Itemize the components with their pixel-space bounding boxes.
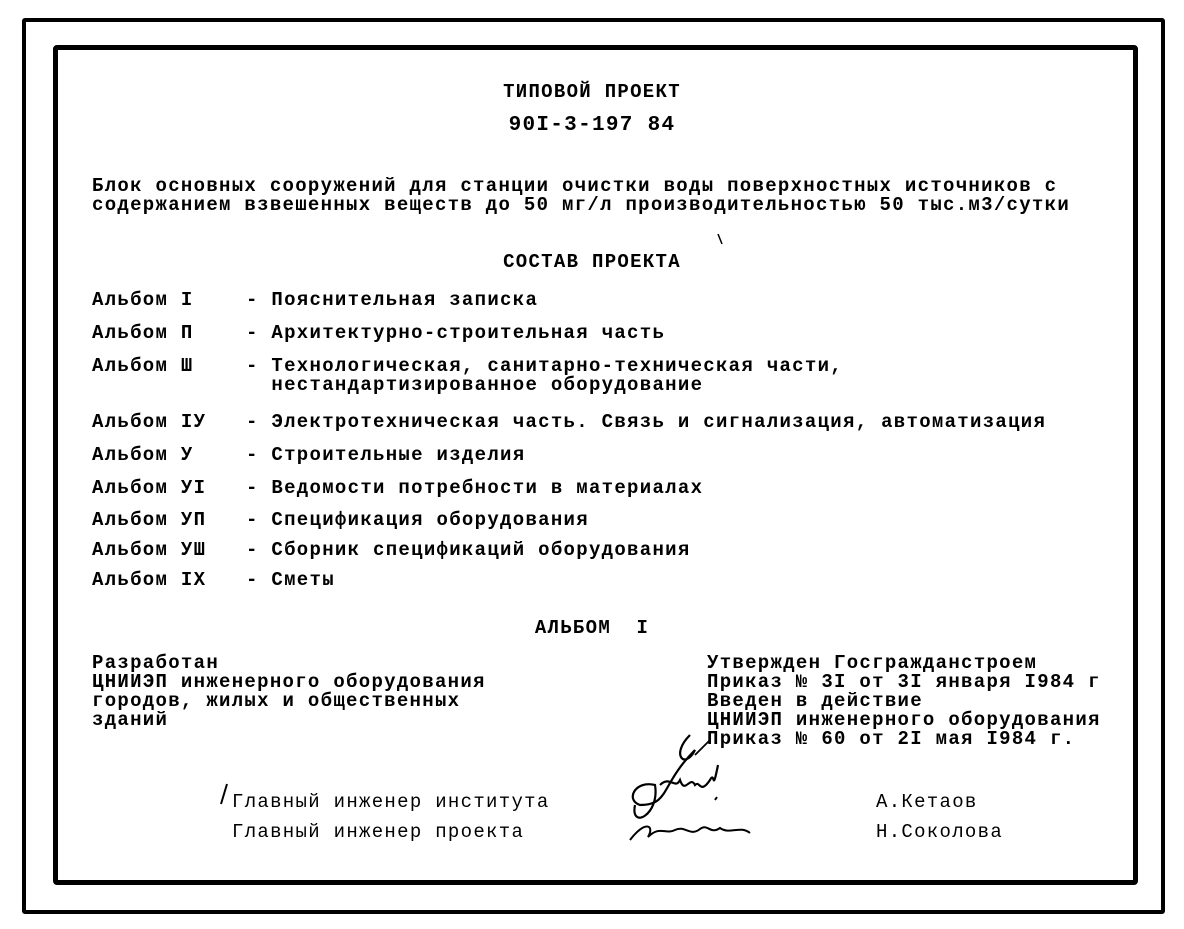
- approved-line: Приказ № 3I от 3I января I984 г: [707, 671, 1101, 693]
- description-line: содержанием взвешенных веществ до 50 мг/л производительностью 50 тыс.м3/сутки: [92, 194, 1071, 216]
- album-label: Альбом У: [92, 444, 194, 466]
- approved-line: Введен в действие: [707, 690, 923, 712]
- developed-line: ЦНИИЭП инженерного оборудования: [92, 671, 486, 693]
- signatory-role: Главный инженер проекта: [232, 821, 525, 843]
- signatory-role: Главный инженер института: [232, 791, 550, 813]
- developed-line: городов, жилых и общественных: [92, 690, 461, 712]
- album-label: Альбом I: [92, 289, 194, 311]
- signatory-name: А.Кетаов: [876, 791, 978, 813]
- album-text: нестандартизированное оборудование: [246, 374, 704, 396]
- approved-line: Утвержден Госгражданстроем: [707, 652, 1038, 674]
- album-text: - Технологическая, санитарно-техническая части,: [246, 355, 843, 377]
- developed-line: Разработан: [92, 652, 220, 674]
- album-text: - Электротехническая часть. Связь и сигнализация, автоматизация: [246, 411, 1047, 433]
- album-label: Альбом Ш: [92, 355, 194, 377]
- pen-mark: [215, 780, 235, 810]
- description-line: Блок основных сооружений для станции очистки воды поверхностных источников с: [92, 175, 1058, 197]
- approved-line: ЦНИИЭП инженерного оборудования: [707, 709, 1101, 731]
- project-number: 90I-3-197 84: [508, 114, 676, 137]
- signatory-name: Н.Соколова: [876, 821, 1004, 843]
- album-text: - Сборник спецификаций оборудования: [246, 539, 691, 561]
- approved-line: Приказ № 60 от 2I мая I984 г.: [707, 728, 1076, 750]
- composition-heading: СОСТАВ ПРОЕКТА: [503, 251, 681, 273]
- document-title: ТИПОВОЙ ПРОЕКТ: [503, 81, 681, 103]
- album-text: - Ведомости потребности в материалах: [246, 477, 704, 499]
- album-heading: АЛЬБОМ I: [534, 617, 650, 639]
- stray-mark: [716, 232, 726, 248]
- album-text: - Архитектурно-строительная часть: [246, 322, 666, 344]
- album-text: - Пояснительная записка: [246, 289, 539, 311]
- album-label: Альбом УI: [92, 477, 207, 499]
- developed-line: зданий: [92, 709, 169, 731]
- album-text: - Строительные изделия: [246, 444, 526, 466]
- album-label: Альбом П: [92, 322, 194, 344]
- album-label: Альбом УШ: [92, 539, 207, 561]
- album-label: Альбом IУ: [92, 411, 207, 433]
- inner-frame: [53, 45, 1138, 885]
- album-label: Альбом IX: [92, 569, 207, 591]
- album-text: - Спецификация оборудования: [246, 509, 589, 531]
- handwritten-signatures: [600, 725, 780, 855]
- album-text: - Сметы: [246, 569, 335, 591]
- album-label: Альбом УП: [92, 509, 207, 531]
